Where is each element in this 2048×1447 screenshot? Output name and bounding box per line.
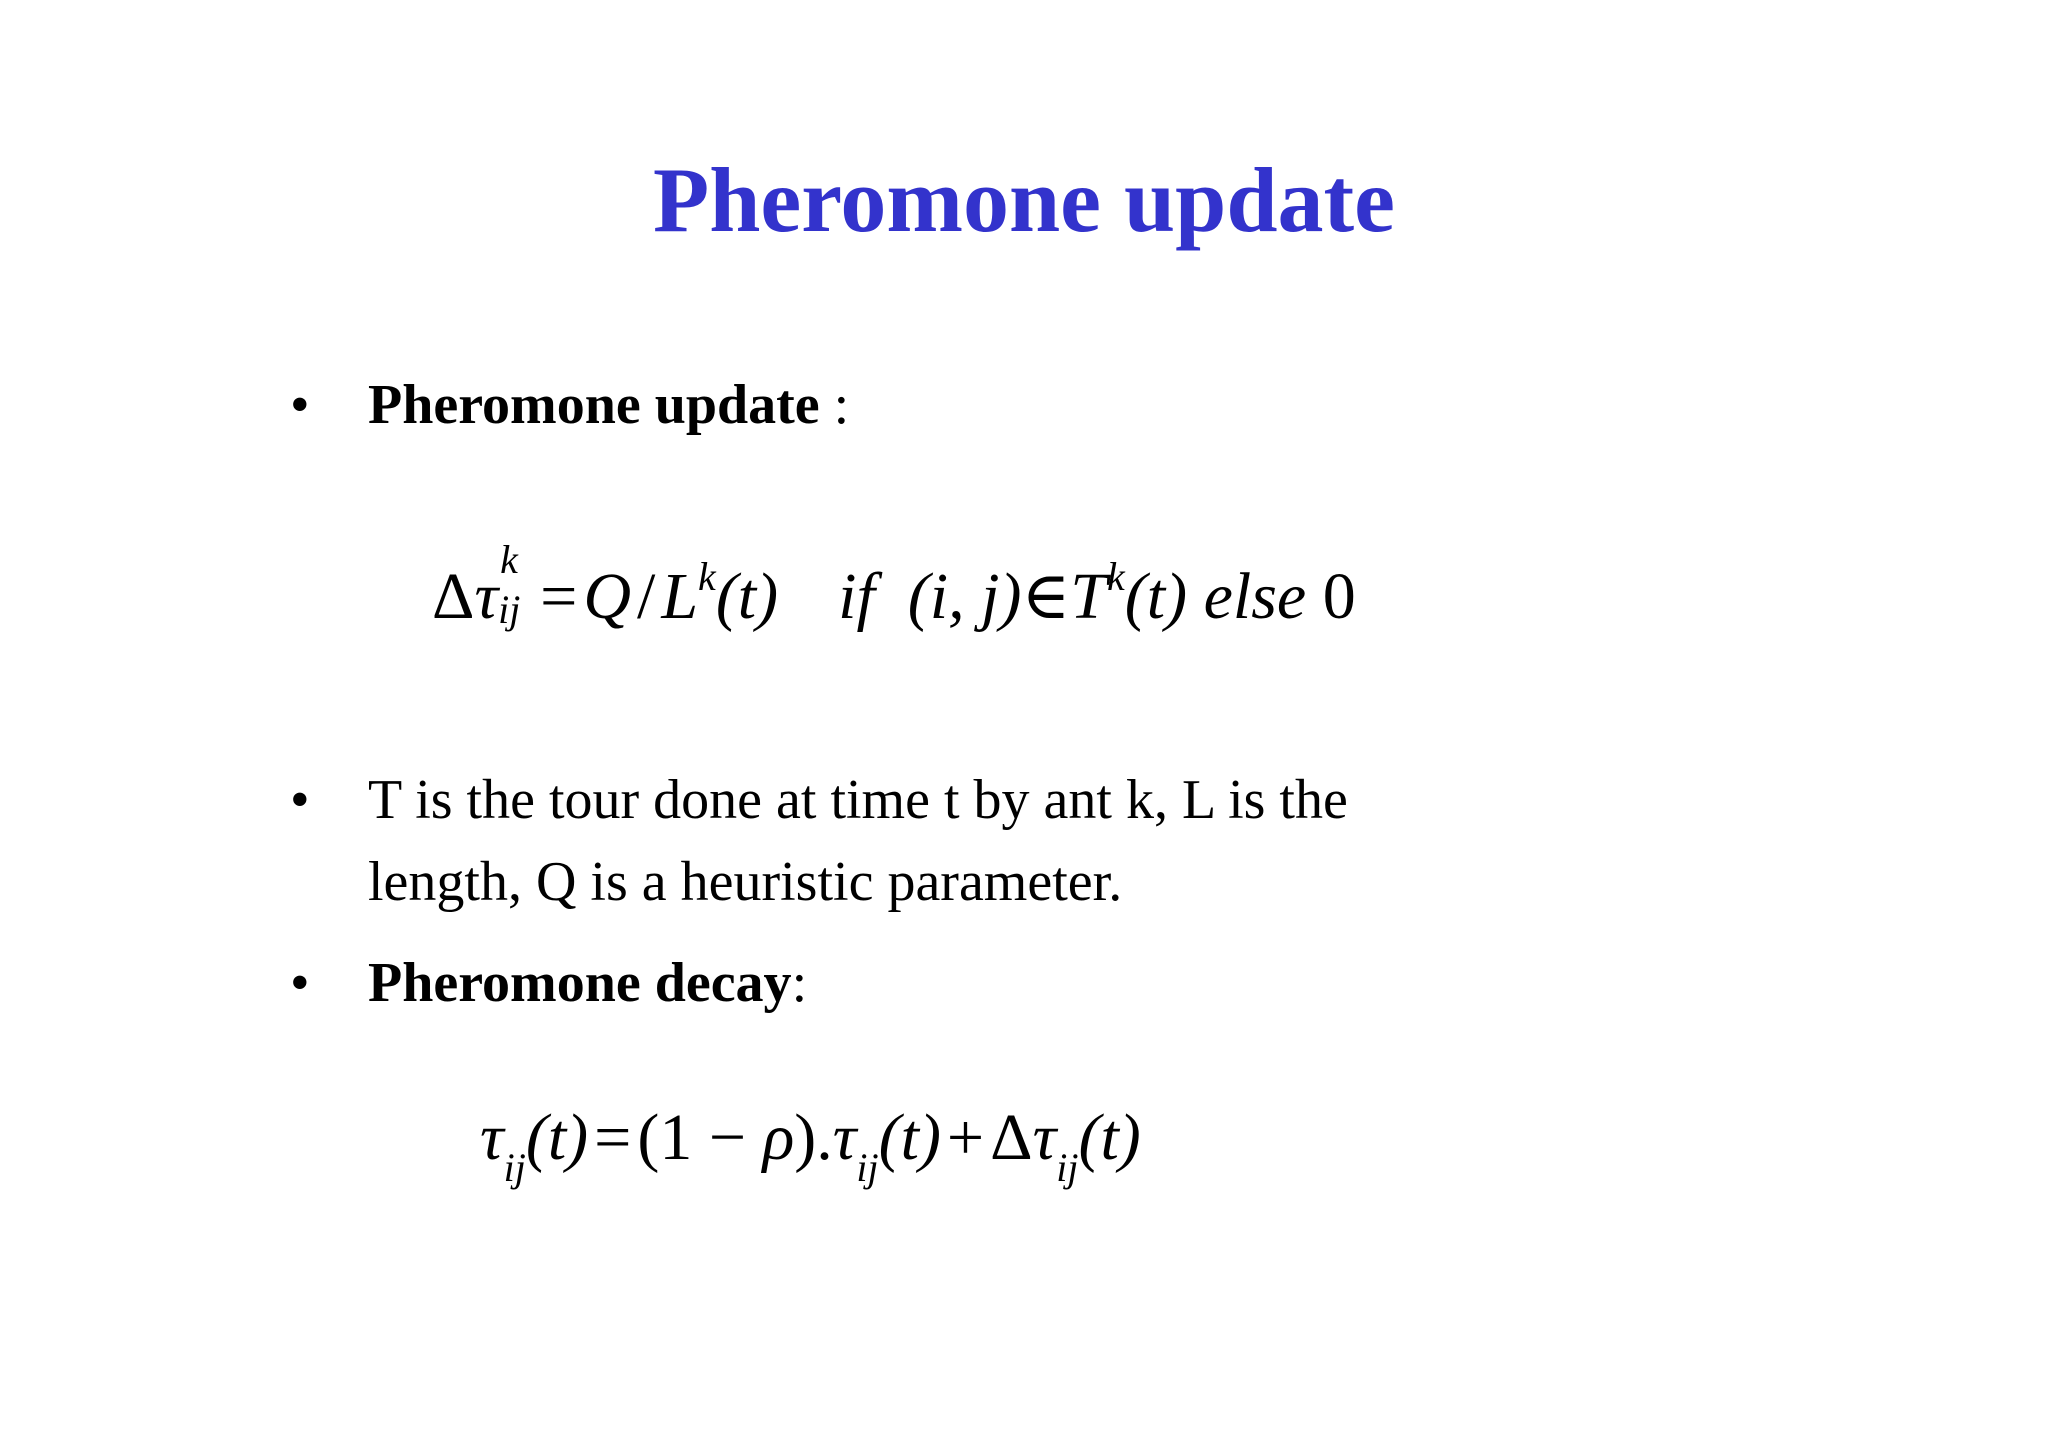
equation-pheromone-update: [432, 537, 1356, 633]
eq2-plus: +: [946, 1101, 985, 1174]
equation-pheromone-decay: [480, 1101, 1141, 1190]
eq-t-sup-k: k: [1107, 554, 1125, 599]
eq-l-sup-k: k: [698, 554, 716, 599]
bullet-text: [368, 759, 1688, 923]
eq2-close-dot: ).: [794, 1101, 833, 1174]
bullet-line-2: length, Q is a heuristic parameter.: [368, 851, 1123, 913]
eq2-paren-t: (t): [525, 1101, 589, 1174]
eq-else: else: [1203, 560, 1307, 633]
bullet-marker: •: [290, 769, 310, 831]
eq2-one-minus: (1 −: [637, 1101, 747, 1174]
bullet-bold-text: Pheromone update: [368, 374, 820, 436]
eq-zero: 0: [1322, 560, 1356, 633]
eq-t-set: T: [1070, 560, 1108, 633]
bullet-marker: •: [290, 952, 310, 1014]
eq-sup-k: k: [500, 537, 518, 582]
bullet-text: [368, 374, 1688, 436]
eq-sub-ij: ij: [498, 587, 521, 632]
eq2-paren-t-2: (t): [878, 1101, 941, 1174]
eq2-sub-ij-3: ij: [1056, 1145, 1079, 1190]
eq-tau-indices: [498, 537, 534, 632]
eq-delta: Δ: [432, 560, 475, 633]
eq-paren-t-2: (t): [1124, 560, 1188, 633]
eq-equals: =: [540, 560, 578, 633]
bullet-rest-text: :: [791, 952, 808, 1014]
bullet-line-1: T is the tour done at time t by ant k, L is the: [368, 769, 1348, 831]
eq-element-of: ∈: [1021, 560, 1071, 633]
eq-paren-t: (t): [715, 560, 779, 633]
eq2-sub-ij: ij: [503, 1145, 526, 1190]
eq2-sub-ij-2: ij: [856, 1145, 879, 1190]
eq2-delta: Δ: [990, 1101, 1033, 1174]
eq2-tau: τ: [480, 1101, 504, 1174]
eq-if: if: [838, 560, 875, 633]
eq-slash: /: [636, 560, 656, 633]
eq-q: Q: [583, 560, 631, 633]
slide-title: Pheromone update: [653, 149, 1395, 251]
eq2-tau-3: τ: [1032, 1101, 1057, 1174]
eq-pair: (i, j): [907, 560, 1022, 633]
eq2-rho: ρ: [762, 1101, 795, 1174]
eq2-tau-2: τ: [832, 1101, 857, 1174]
bullet-rest-text: :: [819, 374, 850, 436]
bullet-text: [368, 952, 1688, 1014]
bullet-marker: •: [290, 374, 310, 436]
eq-l: L: [661, 560, 699, 633]
eq2-equals: =: [594, 1101, 632, 1174]
eq-tau: τ: [474, 560, 499, 633]
bullet-bold-text: Pheromone decay: [368, 952, 792, 1014]
eq2-paren-t-3: (t): [1078, 1101, 1141, 1174]
